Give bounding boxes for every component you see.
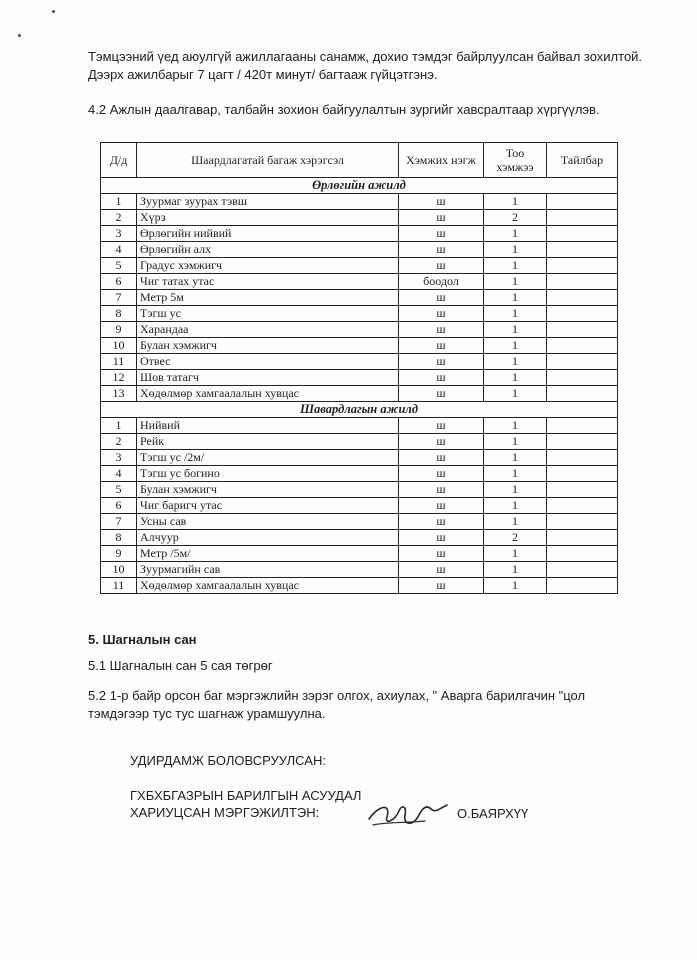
row-quantity: 1	[484, 370, 547, 386]
row-tool-name: Хөдөлмөр хамгаалалын хувцас	[137, 578, 399, 594]
section-title-row	[101, 178, 618, 194]
row-note	[547, 194, 618, 210]
row-number: 8	[101, 306, 137, 322]
row-tool-name: Хүрз	[137, 210, 399, 226]
row-unit: ш	[399, 498, 484, 514]
table-row	[101, 434, 618, 450]
table-row	[101, 514, 618, 530]
table-row	[101, 562, 618, 578]
table-row	[101, 386, 618, 402]
row-quantity: 1	[484, 578, 547, 594]
row-quantity: 1	[484, 290, 547, 306]
table-row	[101, 546, 618, 562]
row-quantity: 1	[484, 306, 547, 322]
row-quantity: 1	[484, 418, 547, 434]
row-tool-name: Тэгш ус богино	[137, 466, 399, 482]
row-number: 3	[101, 450, 137, 466]
row-tool-name: Отвес	[137, 354, 399, 370]
intro-paragraph: Тэмцээний үед аюулгүй ажиллагааны санамж, дохио тэмдэг байрлуулсан байвал зохилтой. Дээрх ажилбарыг 7 цагт / 420т минут/ багтааж гүйцэтгэнэ.	[88, 49, 643, 82]
row-unit: ш	[399, 562, 484, 578]
approval-label: УДИРДАМЖ БОЛОВСРУУЛСАН:	[130, 753, 326, 768]
row-note	[547, 210, 618, 226]
row-note	[547, 418, 618, 434]
row-note	[547, 242, 618, 258]
tools-table	[100, 142, 618, 594]
row-tool-name: Метр /5м/	[137, 546, 399, 562]
table-row	[101, 274, 618, 290]
row-quantity: 1	[484, 434, 547, 450]
row-tool-name: Градус хэмжигч	[137, 258, 399, 274]
row-tool-name: Нийвий	[137, 418, 399, 434]
table-row	[101, 418, 618, 434]
table-row	[101, 450, 618, 466]
header-num: Д/д	[101, 143, 137, 178]
row-quantity: 1	[484, 338, 547, 354]
table-row	[101, 290, 618, 306]
row-note	[547, 322, 618, 338]
table-row	[101, 338, 618, 354]
org-line-1: ГХБХБГАЗРЫН БАРИЛГЫН АСУУДАЛ	[130, 788, 362, 803]
row-quantity: 1	[484, 514, 547, 530]
table-row	[101, 194, 618, 210]
table-row	[101, 242, 618, 258]
table-row	[101, 578, 618, 594]
row-quantity: 1	[484, 242, 547, 258]
row-unit: ш	[399, 546, 484, 562]
row-number: 5	[101, 258, 137, 274]
row-unit: ш	[399, 578, 484, 594]
row-tool-name: Рейк	[137, 434, 399, 450]
row-unit: ш	[399, 514, 484, 530]
table-row	[101, 466, 618, 482]
row-quantity: 1	[484, 258, 547, 274]
row-number: 10	[101, 338, 137, 354]
row-number: 7	[101, 290, 137, 306]
scan-speck	[18, 34, 21, 37]
row-tool-name: Хөдөлмөр хамгаалалын хувцас	[137, 386, 399, 402]
row-unit: ш	[399, 242, 484, 258]
row-quantity: 1	[484, 226, 547, 242]
row-tool-name: Метр 5м	[137, 290, 399, 306]
table-row	[101, 482, 618, 498]
table-row	[101, 258, 618, 274]
row-unit: ш	[399, 530, 484, 546]
row-note	[547, 290, 618, 306]
row-note	[547, 258, 618, 274]
table-body	[101, 178, 618, 594]
row-number: 13	[101, 386, 137, 402]
table-row	[101, 306, 618, 322]
row-note	[547, 450, 618, 466]
row-quantity: 1	[484, 322, 547, 338]
row-quantity: 1	[484, 450, 547, 466]
row-number: 2	[101, 210, 137, 226]
row-quantity: 1	[484, 466, 547, 482]
row-quantity: 1	[484, 194, 547, 210]
row-quantity: 1	[484, 274, 547, 290]
row-number: 6	[101, 274, 137, 290]
row-number: 2	[101, 434, 137, 450]
row-unit: ш	[399, 210, 484, 226]
row-quantity: 1	[484, 482, 547, 498]
signer-name: О.БАЯРХҮҮ	[457, 806, 529, 821]
row-note	[547, 370, 618, 386]
row-number: 7	[101, 514, 137, 530]
row-unit: ш	[399, 322, 484, 338]
table-row	[101, 354, 618, 370]
row-quantity: 1	[484, 562, 547, 578]
row-number: 11	[101, 578, 137, 594]
row-tool-name: Тэгш ус	[137, 306, 399, 322]
row-note	[547, 498, 618, 514]
row-tool-name: Тэгш ус /2м/	[137, 450, 399, 466]
row-note	[547, 226, 618, 242]
row-note	[547, 482, 618, 498]
row-note	[547, 354, 618, 370]
section-5-2-text: 5.2 1-р байр орсон баг мэргэжлийн зэрэг олгох, ахиулах, " Аварга барилгачин "цол тэмдэгээр тус тус шагнаж урамшуулна.	[88, 688, 586, 721]
row-unit: ш	[399, 418, 484, 434]
row-unit: ш	[399, 354, 484, 370]
row-tool-name: Булан хэмжигч	[137, 338, 399, 354]
row-number: 10	[101, 562, 137, 578]
table-header-row	[101, 143, 618, 178]
row-tool-name: Шов татагч	[137, 370, 399, 386]
row-unit: боодол	[399, 274, 484, 290]
scan-speck	[52, 10, 55, 13]
row-unit: ш	[399, 194, 484, 210]
row-unit: ш	[399, 386, 484, 402]
row-note	[547, 434, 618, 450]
header-tools: Шаардлагатай багаж хэрэгсэл	[137, 143, 399, 178]
row-number: 1	[101, 418, 137, 434]
row-quantity: 1	[484, 546, 547, 562]
row-tool-name: Алчуур	[137, 530, 399, 546]
section-title: Өрлөгийн ажилд	[101, 178, 618, 194]
row-number: 4	[101, 466, 137, 482]
row-number: 5	[101, 482, 137, 498]
row-number: 11	[101, 354, 137, 370]
row-number: 4	[101, 242, 137, 258]
section-title-row	[101, 402, 618, 418]
row-number: 3	[101, 226, 137, 242]
row-note	[547, 466, 618, 482]
table-row	[101, 370, 618, 386]
row-unit: ш	[399, 450, 484, 466]
row-note	[547, 386, 618, 402]
row-note	[547, 562, 618, 578]
row-tool-name: Өрлөгийн нийвий	[137, 226, 399, 242]
row-note	[547, 514, 618, 530]
table-row	[101, 530, 618, 546]
table-row	[101, 210, 618, 226]
row-tool-name: Зуурмагийн сав	[137, 562, 399, 578]
row-unit: ш	[399, 258, 484, 274]
table-row	[101, 322, 618, 338]
row-unit: ш	[399, 290, 484, 306]
row-number: 12	[101, 370, 137, 386]
table-row	[101, 498, 618, 514]
handwritten-signature	[365, 795, 450, 831]
row-tool-name: Булан хэмжигч	[137, 482, 399, 498]
row-quantity: 2	[484, 530, 547, 546]
row-note	[547, 578, 618, 594]
row-unit: ш	[399, 226, 484, 242]
row-quantity: 1	[484, 386, 547, 402]
header-note: Тайлбар	[547, 143, 618, 178]
row-quantity: 1	[484, 354, 547, 370]
row-note	[547, 546, 618, 562]
row-quantity: 1	[484, 498, 547, 514]
section-title: Шавардлагын ажилд	[101, 402, 618, 418]
row-unit: ш	[399, 370, 484, 386]
section-4-2-heading: 4.2 Ажлын даалгавар, талбайн зохион байгуулалтын зургийг хавсралтаар хүргүүлэв.	[88, 102, 600, 117]
row-tool-name: Зуурмаг зуурах тэвш	[137, 194, 399, 210]
row-unit: ш	[399, 482, 484, 498]
row-unit: ш	[399, 434, 484, 450]
row-number: 8	[101, 530, 137, 546]
row-tool-name: Өрлөгийн алх	[137, 242, 399, 258]
row-number: 1	[101, 194, 137, 210]
row-note	[547, 530, 618, 546]
row-unit: ш	[399, 466, 484, 482]
row-note	[547, 306, 618, 322]
row-quantity: 2	[484, 210, 547, 226]
row-note	[547, 338, 618, 354]
section-5-heading: 5. Шагналын сан	[88, 632, 197, 647]
section-5-1-text: 5.1 Шагналын сан 5 сая төгрөг	[88, 658, 273, 673]
row-tool-name: Чиг татах утас	[137, 274, 399, 290]
row-tool-name: Усны сав	[137, 514, 399, 530]
row-unit: ш	[399, 338, 484, 354]
row-number: 6	[101, 498, 137, 514]
row-note	[547, 274, 618, 290]
header-qty: Тоо хэмжээ	[484, 143, 547, 178]
table-row	[101, 226, 618, 242]
row-tool-name: Чиг баригч утас	[137, 498, 399, 514]
header-unit: Хэмжих нэгж	[399, 143, 484, 178]
org-line-2: ХАРИУЦСАН МЭРГЭЖИЛТЭН:	[130, 805, 320, 820]
row-number: 9	[101, 546, 137, 562]
row-number: 9	[101, 322, 137, 338]
row-unit: ш	[399, 306, 484, 322]
row-tool-name: Харандаа	[137, 322, 399, 338]
